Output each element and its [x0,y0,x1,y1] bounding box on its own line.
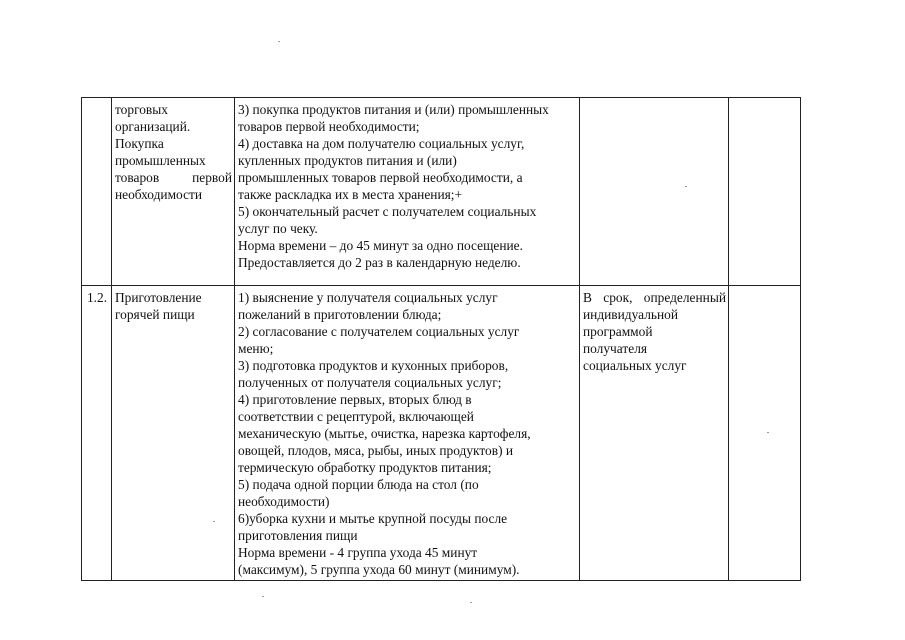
scan-speck [278,41,280,42]
content-line: купленных продуктов питания и (или) [238,153,457,168]
content-line: промышленных товаров первой необходимости, а [238,170,523,185]
content-line: необходимости) [238,494,330,509]
content-line: (максимум), 5 группа ухода 60 минут (минимум). [238,562,520,577]
term-justified-line [583,289,726,306]
service-name-line: торговых [115,102,168,117]
content-line: Норма времени - 4 группа ухода 45 минут [238,545,478,560]
content-line: 3) подготовка продуктов и кухонных приборов, [238,358,509,373]
content-line: 4) приготовление первых, вторых блюд в [238,392,472,407]
service-content-cell [235,286,580,581]
scan-speck [213,521,215,522]
content-line: овощей, плодов, мяса, рыбы, иных продуктов) и [238,443,514,458]
content-line: 5) окончательный расчет с получателем социальных [238,204,537,219]
content-line: термическую обработку продуктов питания; [238,460,492,475]
row-number-cell [82,98,112,286]
table-row [82,286,801,581]
content-line: полученных от получателя социальных услуг; [238,375,502,390]
row-number-cell: 1.2. [82,286,112,581]
service-name-justified-line [115,169,232,186]
content-line: 6)уборка кухни и мытье крупной посуды после [238,511,508,526]
content-line: Норма времени – до 45 минут за одно посещение. [238,238,523,253]
term-line: индивидуальной [583,307,679,322]
scan-speck [470,602,472,603]
content-line: меню; [238,341,274,356]
service-name-cell [112,98,235,286]
content-line: приготовления пищи [238,528,358,543]
service-name-cell [112,286,235,581]
services-table [81,97,801,581]
content-line: пожеланий в приготовлении блюда; [238,307,442,322]
content-line: товаров первой необходимости; [238,119,420,134]
table-row [82,98,801,286]
service-name-line: промышленных [115,153,206,168]
service-name-line: организаций. [115,119,191,134]
term-cell [580,98,729,286]
service-name-word: товаров [115,170,160,185]
term-line: социальных услуг [583,358,687,373]
content-line: услуг по чеку. [238,221,318,236]
scan-speck [767,432,769,433]
service-content-cell [235,98,580,286]
term-word: В [583,290,592,305]
notes-cell [729,98,801,286]
term-line: программой [583,324,653,339]
content-line: механическую (мытье, очистка, нарезка картофеля, [238,426,531,441]
content-line: Предоставляется до 2 раз в календарную неделю. [238,255,521,270]
term-cell [580,286,729,581]
content-line: 2) согласование с получателем социальных услуг [238,324,520,339]
notes-cell [729,286,801,581]
content-line: 1) выяснение у получателя социальных услуг [238,290,498,305]
content-line: соответствии с рецептурой, включающей [238,409,474,424]
scan-speck [685,186,687,187]
service-name-line: Приготовление [115,290,202,305]
term-line: получателя [583,341,648,356]
service-name-line: необходимости [115,187,203,202]
service-name-line: горячей пищи [115,307,195,322]
term-word: срок, [603,290,633,305]
content-line: 5) подача одной порции блюда на стол (по [238,477,479,492]
term-word: определенный [643,290,726,305]
service-name-line: Покупка [115,136,164,151]
service-name-word: первой [192,170,232,185]
content-line: 4) доставка на дом получателю социальных услуг, [238,136,525,151]
content-line: также раскладка их в места хранения;+ [238,187,463,202]
scan-speck [262,596,264,597]
content-line: 3) покупка продуктов питания и (или) промышленных [238,102,549,117]
